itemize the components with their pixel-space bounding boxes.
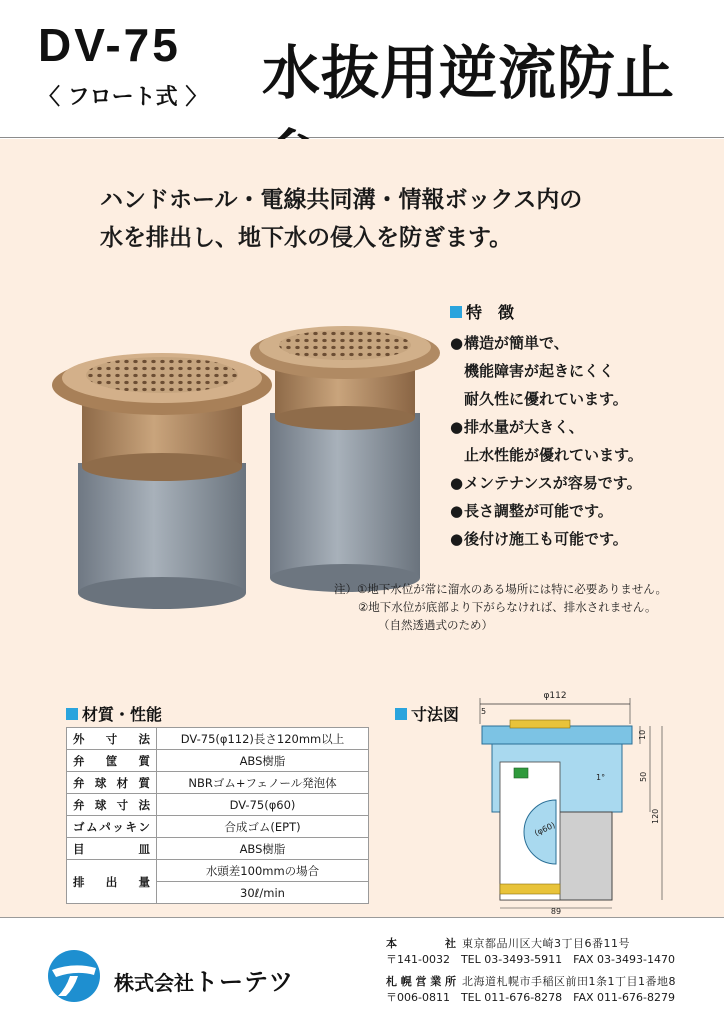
feature-item	[450, 497, 720, 525]
feature-item	[450, 525, 720, 553]
spec-label: ゴムパッキン	[67, 816, 157, 838]
feature-text: 機能障害が起きにくく	[464, 362, 615, 380]
model-number: DV-75	[38, 19, 181, 71]
spec-value: 30ℓ/min	[157, 882, 369, 904]
spec-value: DV-75(φ60)	[157, 794, 369, 816]
bullet-icon: ●	[450, 418, 464, 436]
page-footer	[0, 917, 724, 1024]
spec-row	[67, 816, 369, 838]
dimension-diagram	[470, 684, 670, 914]
office-name: 札幌営業所	[386, 975, 456, 988]
company-logo-icon	[46, 948, 102, 1004]
bullet-icon: ●	[450, 502, 464, 520]
spec-row	[67, 860, 369, 882]
model-subtype: 〈 フロート式 〉	[38, 85, 208, 110]
spec-label: 弁球寸法	[67, 794, 157, 816]
feature-line	[450, 357, 720, 385]
dimension-heading-text: 寸法図	[411, 705, 460, 724]
dimension-heading	[395, 702, 459, 725]
feature-text: メンテナンスが容易です。	[464, 474, 642, 492]
feature-item	[450, 413, 720, 469]
page-header	[0, 0, 724, 138]
spec-value: 合成ゴム(EPT)	[157, 816, 369, 838]
notes	[334, 580, 667, 634]
spec-value: DV-75(φ112)長さ120mm以上	[157, 728, 369, 750]
feature-text: 止水性能が優れています。	[464, 446, 643, 464]
dim-lid: 10	[638, 729, 647, 740]
features-heading	[450, 300, 720, 323]
office-address: 東京都品川区大崎3丁目6番11号	[462, 937, 630, 950]
gasket	[514, 768, 528, 778]
feature-item	[450, 329, 720, 413]
feature-line	[450, 469, 720, 497]
spec-heading	[66, 702, 162, 725]
feature-line	[450, 525, 720, 553]
bullet-icon: ●	[450, 530, 464, 548]
lead-line: 水を排出し、地下水の侵入を防ぎます。	[100, 225, 513, 251]
lid-section	[482, 726, 632, 744]
strainer	[510, 720, 570, 728]
dim-upper: 50	[639, 771, 648, 782]
valve-unit-front	[52, 353, 272, 609]
feature-text: 排水量が大きく、	[464, 418, 584, 436]
feature-text: 耐久性に優れています。	[464, 390, 628, 408]
spec-heading-text: 材質・性能	[82, 705, 163, 724]
dim-angle: 1°	[596, 773, 606, 782]
square-bullet-icon	[66, 708, 78, 720]
spec-value: 水頭差100mmの場合	[157, 860, 369, 882]
office-address: 北海道札幌市手稲区前田1条1丁目1番地8	[462, 975, 676, 988]
office-contact: 〒006-0811 TEL 011-676-8278 FAX 011-676-8279	[386, 991, 675, 1004]
feature-line	[450, 385, 720, 413]
feature-item	[450, 469, 720, 497]
spec-value: NBRゴム+フェノール発泡体	[157, 772, 369, 794]
note-line: 注）①地下水位が常に溜水のある場所には特に必要ありません。	[334, 582, 667, 596]
spec-table	[66, 727, 369, 904]
dim-top-width: φ112	[543, 691, 567, 701]
feature-line	[450, 441, 720, 469]
spec-label: 排出量	[67, 860, 157, 904]
bullet-icon: ●	[450, 474, 464, 492]
lead-line: ハンドホール・電線共同溝・情報ボックス内の	[100, 187, 583, 213]
feature-line	[450, 413, 720, 441]
feature-line	[450, 497, 720, 525]
company-name	[114, 962, 294, 997]
main-panel	[0, 139, 724, 917]
spec-label: 目皿	[67, 838, 157, 860]
features-heading-text: 特 徴	[466, 303, 515, 322]
office-name: 本社	[386, 937, 456, 950]
lead-text	[100, 181, 582, 257]
spec-label: 弁筐質	[67, 750, 157, 772]
bullet-icon: ●	[450, 334, 464, 352]
office-head	[386, 936, 675, 968]
features-section	[450, 300, 720, 553]
office-sapporo	[386, 974, 676, 1006]
features-list	[450, 329, 720, 553]
feature-text: 長さ調整が可能です。	[464, 502, 613, 520]
spec-value: ABS樹脂	[157, 838, 369, 860]
note-line: （自然透過式のため）	[378, 618, 493, 632]
product-photo	[50, 323, 450, 623]
valve-unit-rear	[250, 326, 440, 592]
feature-line	[450, 329, 720, 357]
company-prefix: 株式会社	[114, 971, 194, 995]
dim-rim: 5	[481, 707, 487, 716]
note-line: ②地下水位が底部より下がらなければ、排水されません。	[358, 600, 657, 614]
spec-row	[67, 772, 369, 794]
feature-text: 後付け施工も可能です。	[464, 530, 628, 548]
dim-height: 120	[651, 808, 660, 824]
company-brand: トーテツ	[194, 968, 294, 996]
spec-row	[67, 750, 369, 772]
spec-row	[67, 794, 369, 816]
feature-text: 構造が簡単で、	[464, 334, 569, 352]
office-contact: 〒141-0032 TEL 03-3493-5911 FAX 03-3493-1470	[386, 953, 675, 966]
spec-value: ABS樹脂	[157, 750, 369, 772]
dim-ball: (φ60)	[533, 820, 557, 838]
spec-label: 外寸法	[67, 728, 157, 750]
spec-row	[67, 838, 369, 860]
spec-label: 弁球材質	[67, 772, 157, 794]
product-title: 水抜用逆流防止	[262, 39, 676, 107]
dim-bottom-width: 89	[550, 907, 562, 914]
square-bullet-icon	[395, 708, 407, 720]
square-bullet-icon	[450, 306, 462, 318]
spec-row	[67, 728, 369, 750]
